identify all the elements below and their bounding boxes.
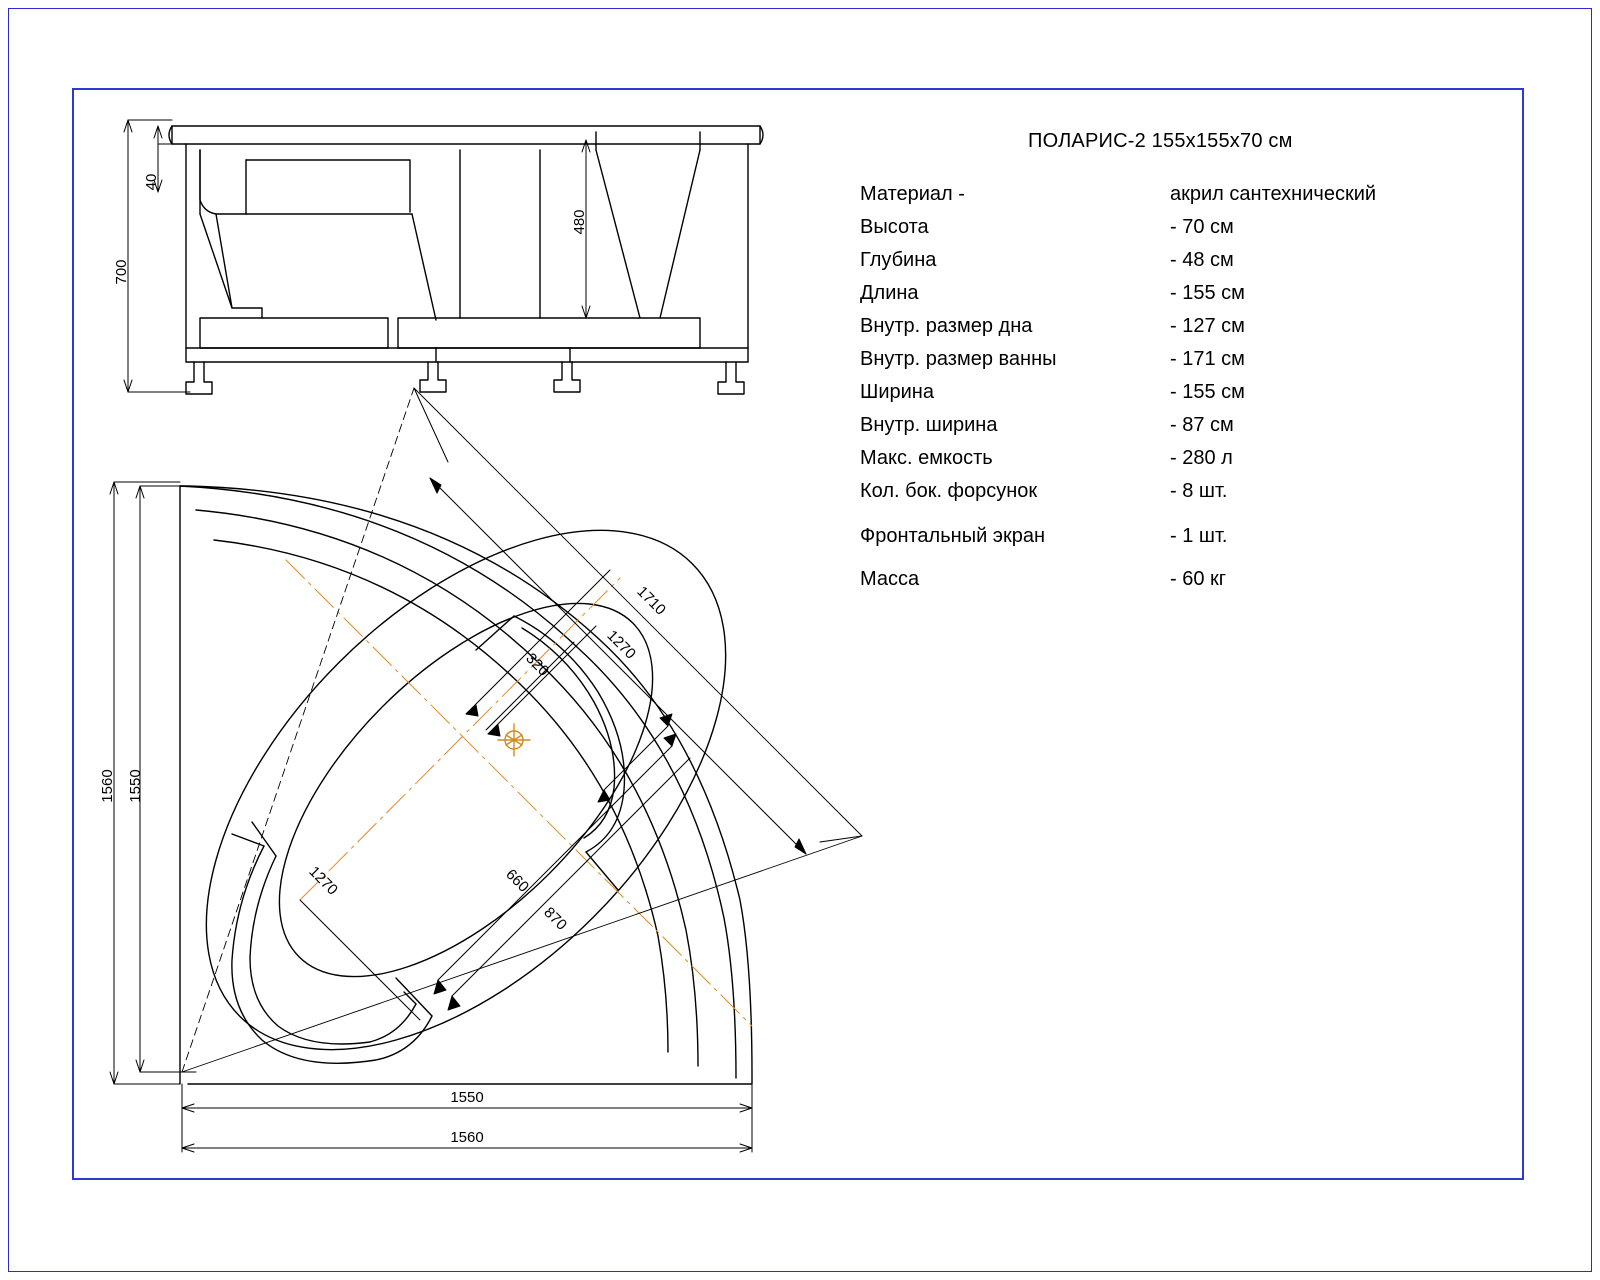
spec-row-height <box>860 216 1480 249</box>
dim-1560-left: 1560 <box>99 769 116 803</box>
dim-870: 870 <box>540 903 571 934</box>
spec-value: - 155 см <box>1170 381 1245 403</box>
spec-label: Высота <box>860 216 929 238</box>
spec-label: Масса <box>860 568 920 590</box>
page-title: ПОЛАРИС-2 155х155х70 см <box>1028 130 1293 152</box>
spec-value: - 127 см <box>1170 315 1245 337</box>
dim-480: 480 <box>571 209 588 235</box>
spec-row-inner-width <box>860 414 1480 447</box>
spec-row-front-panel <box>860 525 1480 558</box>
spec-label: Материал - <box>860 183 965 205</box>
spec-label: Внутр. размер ванны <box>860 348 1057 370</box>
spec-label: Макс. емкость <box>860 447 993 469</box>
dim-1550-left: 1550 <box>127 769 144 803</box>
dim-1550-bottom: 1550 <box>450 1089 484 1106</box>
spec-label: Глубина <box>860 249 937 271</box>
spec-label: Кол. бок. форсунок <box>860 480 1038 502</box>
spec-value: - 70 см <box>1170 216 1234 238</box>
spec-label: Длина <box>860 282 919 304</box>
spec-value: - 280 л <box>1170 447 1233 469</box>
dim-40: 40 <box>143 173 160 191</box>
spec-value: акрил сантехнический <box>1170 183 1377 205</box>
spec-label: Внутр. ширина <box>860 414 998 436</box>
spec-value: - 87 см <box>1170 414 1234 436</box>
spec-row-side-jets <box>860 480 1480 513</box>
spec-label: Внутр. размер дна <box>860 315 1033 337</box>
spec-value: - 1 шт. <box>1170 525 1228 547</box>
dim-1270-upper: 1270 <box>603 627 639 663</box>
spec-row-depth <box>860 249 1480 282</box>
spec-label: Ширина <box>860 381 934 403</box>
spec-value: - 8 шт. <box>1170 480 1228 502</box>
spec-row-weight <box>860 568 1480 601</box>
dim-660: 660 <box>502 865 533 896</box>
dim-1270-lower: 1270 <box>305 863 341 899</box>
dim-1710: 1710 <box>633 583 669 619</box>
spec-value: - 60 кг <box>1170 568 1227 590</box>
specification-panel <box>860 130 1480 601</box>
spec-row-inner-bottom-size <box>860 315 1480 348</box>
spec-row-max-capacity <box>860 447 1480 480</box>
spec-value: - 155 см <box>1170 282 1245 304</box>
dim-700: 700 <box>113 259 130 285</box>
spec-row-inner-bath-size <box>860 348 1480 381</box>
dim-1560-bottom: 1560 <box>450 1129 484 1146</box>
dim-320: 320 <box>522 649 553 680</box>
spec-value: - 171 см <box>1170 348 1245 370</box>
spec-value: - 48 см <box>1170 249 1234 271</box>
spec-row-width <box>860 381 1480 414</box>
spec-label: Фронтальный экран <box>860 525 1046 547</box>
spec-row-material <box>860 183 1480 216</box>
spec-row-length <box>860 282 1480 315</box>
